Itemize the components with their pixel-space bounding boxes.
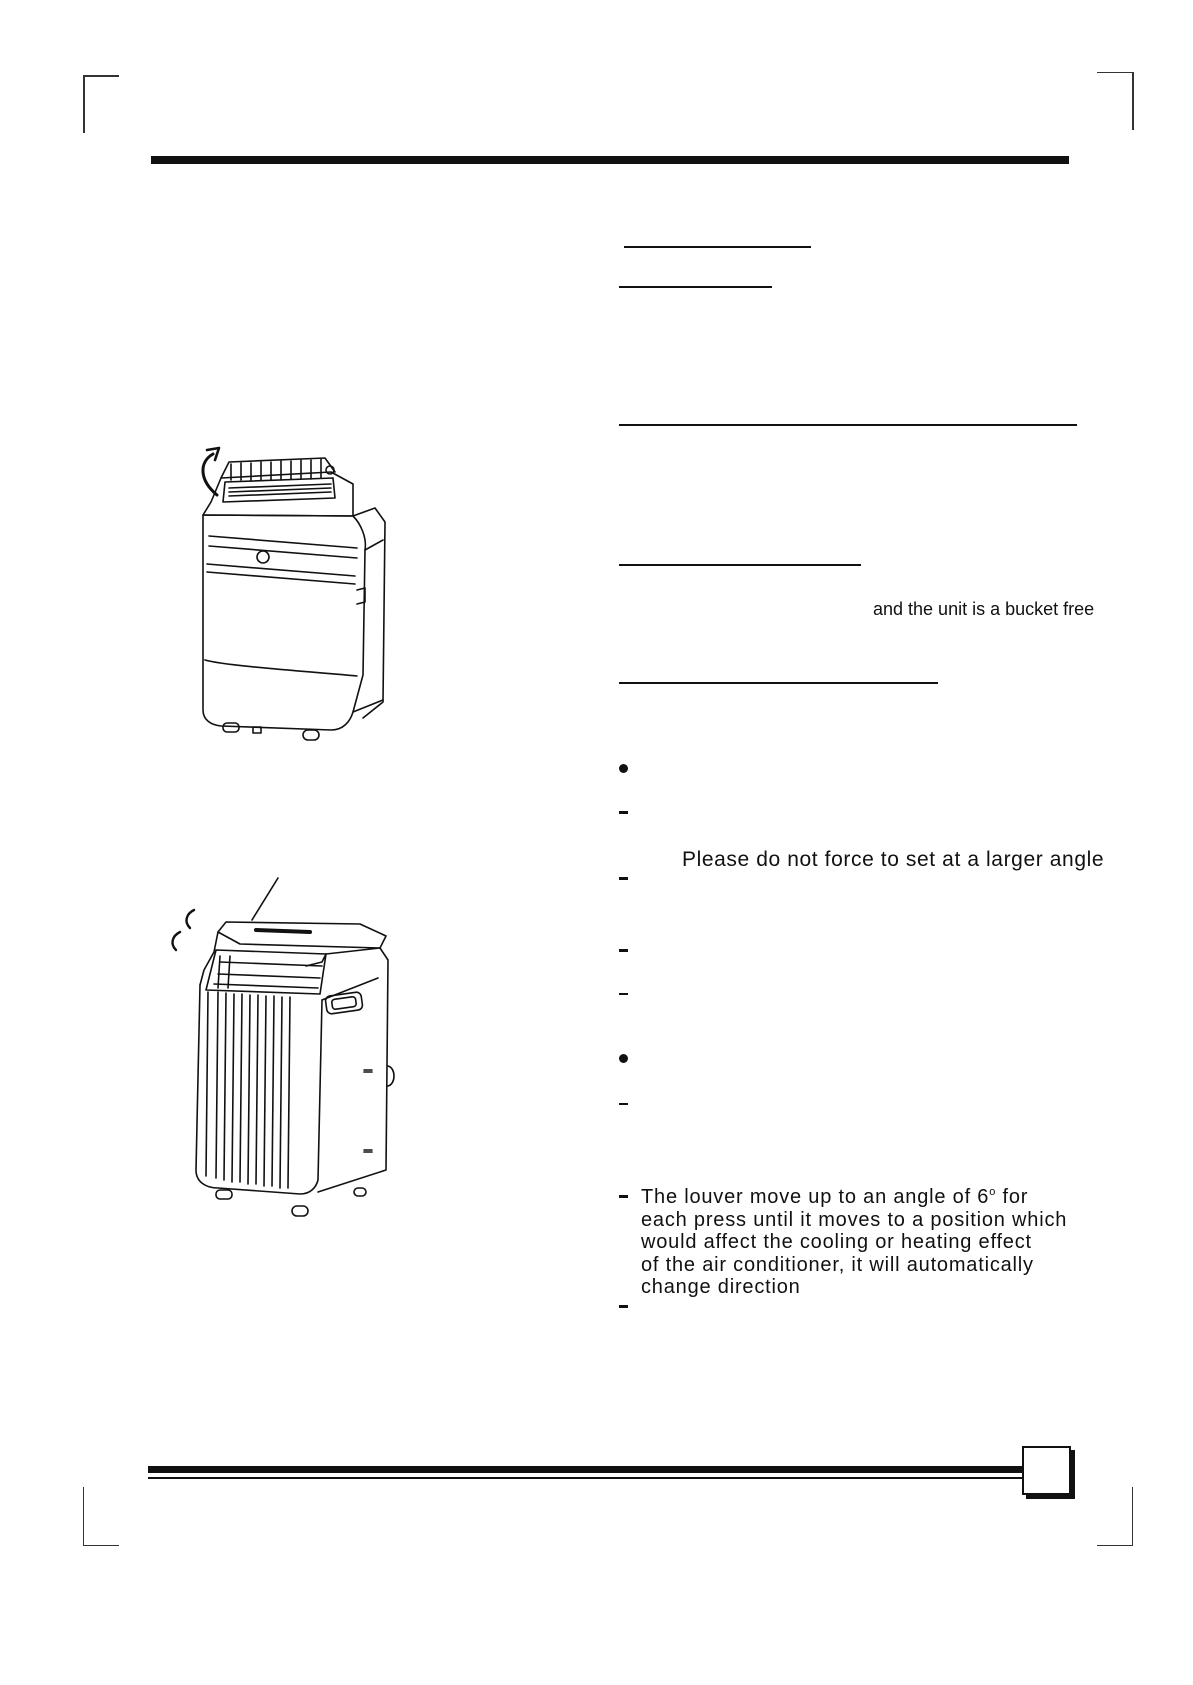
louver-line-5: change direction (641, 1276, 801, 1299)
page-number-box (1022, 1446, 1071, 1495)
header-rule (151, 156, 1069, 164)
air-conditioner-open-louver-illustration (185, 440, 410, 750)
bullet-2 (619, 1054, 628, 1063)
crop-mark-bottom-right-h (1097, 1545, 1133, 1546)
dash-3 (619, 949, 628, 952)
footer-rule-thin (148, 1477, 1024, 1479)
dash-4 (619, 993, 628, 995)
louver-line-4: of the air conditioner, it will automatically (641, 1253, 1034, 1276)
force-warning-text: Please do not force to set at a larger angle (682, 848, 1105, 871)
heading-underline-2 (619, 286, 772, 288)
dash-1 (619, 811, 628, 814)
crop-mark-bottom-right-v (1132, 1487, 1133, 1545)
crop-mark-top-right-v (1132, 72, 1134, 130)
crop-mark-top-left-h (83, 75, 119, 77)
bullet-1 (619, 764, 628, 773)
heading-underline-3 (619, 424, 1077, 426)
crop-mark-bottom-left-v (83, 1487, 84, 1545)
footer-rule-thick (148, 1466, 1024, 1473)
crop-mark-bottom-left-h (83, 1545, 119, 1546)
air-conditioner-airflow-illustration (160, 870, 405, 1225)
louver-line-3: would affect the cooling or heating effect (641, 1231, 1032, 1254)
dash-6 (619, 1195, 628, 1198)
airflow-arrow-icon-1 (187, 910, 194, 928)
dash-7 (619, 1305, 628, 1308)
crop-mark-top-right-h (1097, 72, 1133, 73)
heading-underline-5 (619, 682, 938, 684)
dash-5 (619, 1103, 628, 1105)
bucket-free-text: and the unit is a bucket free (873, 599, 1095, 619)
louver-paragraph (641, 1181, 1071, 1299)
louver-line-1: The louver move up to an angle of 6$^o$ for (641, 1186, 1029, 1208)
heading-underline-4 (619, 564, 861, 566)
louver-line-2: each press until it moves to a position which (641, 1208, 1068, 1231)
dash-2 (619, 877, 628, 880)
airflow-arrow-icon-2 (173, 932, 180, 950)
crop-mark-top-left-v (83, 75, 85, 133)
heading-underline-1 (624, 246, 811, 248)
